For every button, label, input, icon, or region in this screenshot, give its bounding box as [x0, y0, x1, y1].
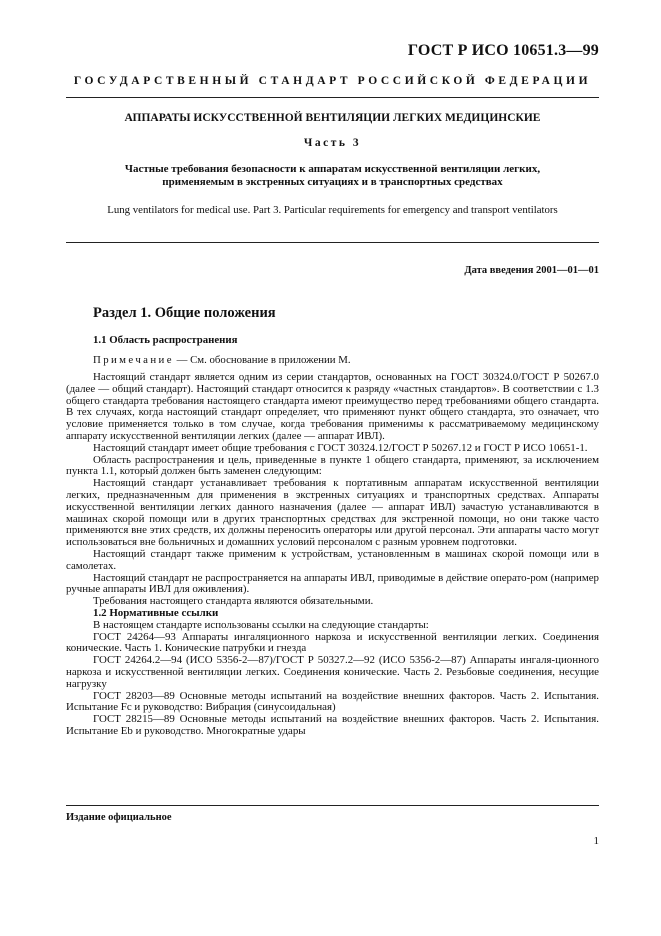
- subsection-heading-references: 1.2 Нормативные ссылки: [93, 606, 219, 619]
- subsection-heading-scope: 1.1 Область распространения: [93, 334, 238, 346]
- title-rule: [66, 242, 599, 243]
- paragraph: Настоящий стандарт не распространяется на аппараты ИВЛ, приводимые в действие операто-ром (например ручные аппараты ИВЛ для оживления).: [66, 571, 599, 596]
- standard-code: ГОСТ Р ИСО 10651.3—99: [407, 42, 599, 59]
- paragraph: Требования настоящего стандарта являются обязательными.: [93, 595, 374, 608]
- reference-item: ГОСТ 28215—89 Основные методы испытаний на воздействие внешних факторов. Часть 2. Испытания. Испытание Eb и руководство. Многократные удары: [66, 713, 599, 737]
- section-heading: Раздел 1. Общие положения: [93, 305, 276, 321]
- state-standard-line: ГОСУДАРСТВЕННЫЙ СТАНДАРТ РОССИЙСКОЙ ФЕДЕРАЦИИ: [73, 75, 592, 87]
- body-text: [66, 372, 599, 738]
- header-rule: [66, 97, 599, 98]
- paragraph: Область распространения и цель, приведенные в пункте 1 общего стандарта, применяют, за исключением пункта 1.1, который должен быть заменен следующим:: [66, 453, 599, 478]
- introduction-date: Дата введения 2001—01—01: [464, 265, 599, 276]
- page-number: 1: [593, 835, 599, 847]
- paragraph: Настоящий стандарт имеет общие требования с ГОСТ 30324.12/ГОСТ Р 50267.12 и ГОСТ Р ИСО 10651-1.: [93, 441, 588, 454]
- paragraph: Настоящий стандарт устанавливает требования к портативным аппаратам искусственной вентиляции легких, предназначенным для применения в экстренных ситуациях и транспортных средствах. Аппараты искусственной вентиляции легких данного назначения (далее — аппарат ИВЛ) зачастую устанавливаются в машинах скорой помощи или в других транспортных средствах для экстренной помощи, но они также часто применяются вне этих средств, их должны переносить операторы или другой персонал. Эти аппараты часто могут использоваться вне больничных и домашних условий персоналом с разным уровнем подготовки.: [66, 477, 599, 549]
- footer-rule: [66, 805, 599, 806]
- reference-item: ГОСТ 28203—89 Основные методы испытаний на воздействие внешних факторов. Часть 2. Испытания. Испытание Fc и руководство: Вибрация (синусоидальная): [66, 689, 599, 714]
- part-label: Часть 3: [303, 137, 362, 149]
- note: [93, 354, 351, 366]
- paragraph: В настоящем стандарте использованы ссылки на следующие стандарты:: [93, 618, 429, 631]
- english-title: Lung ventilators for medical use. Part 3. Particular requirements for emergency and transport ventilators: [107, 204, 558, 216]
- reference-item: ГОСТ 24264.2—94 (ИСО 5356-2—87)/ГОСТ Р 50327.2—92 (ИСО 5356-2—87) Аппараты ингаля-ционного наркоза и искусственной вентиляции легких. Соединения конические. Часть 2. Резьбовые соединения, несущие нагрузку: [66, 654, 599, 690]
- official-edition-label: Издание официальное: [66, 812, 172, 823]
- note-text: — См. обоснование в приложении М.: [173, 354, 351, 366]
- paragraph: Настоящий стандарт является одним из серии стандартов, основанных на ГОСТ 30324.0/ГОСТ Р 50267.0 (далее — общий стандарт). Настоящий стандарт относится к разряду «частных стандартов». В соответствии с 1.3 общего стандарта требования настоящего стандарта имеют преимущество перед требованиями общего стандарта. В тех случаях, когда настоящий стандарт определяет, что применяют пункт общего стандарта, это означает, что условие применяется только в том случае, когда требования применимы к рассматриваемому медицинскому аппарату искусственной вентиляции легких (далее — аппарат ИВЛ).: [66, 371, 599, 442]
- paragraph: Настоящий стандарт также применим к устройствам, установленным в машинах скорой помощи или в самолетах.: [66, 547, 599, 572]
- document-subtitle: Частные требования безопасности к аппаратам искусственной вентиляции легких, применяемым в экстренных ситуациях и в транспортных средствах: [124, 163, 541, 188]
- document-title: АППАРАТЫ ИСКУССТВЕННОЙ ВЕНТИЛЯЦИИ ЛЕГКИХ МЕДИЦИНСКИЕ: [124, 112, 541, 124]
- note-label: Примечание: [93, 354, 174, 366]
- reference-item: ГОСТ 24264—93 Аппараты ингаляционного наркоза и искусственной вентиляции легких. Соединения конические. Часть 1. Конические патрубки и гнезда: [66, 630, 599, 655]
